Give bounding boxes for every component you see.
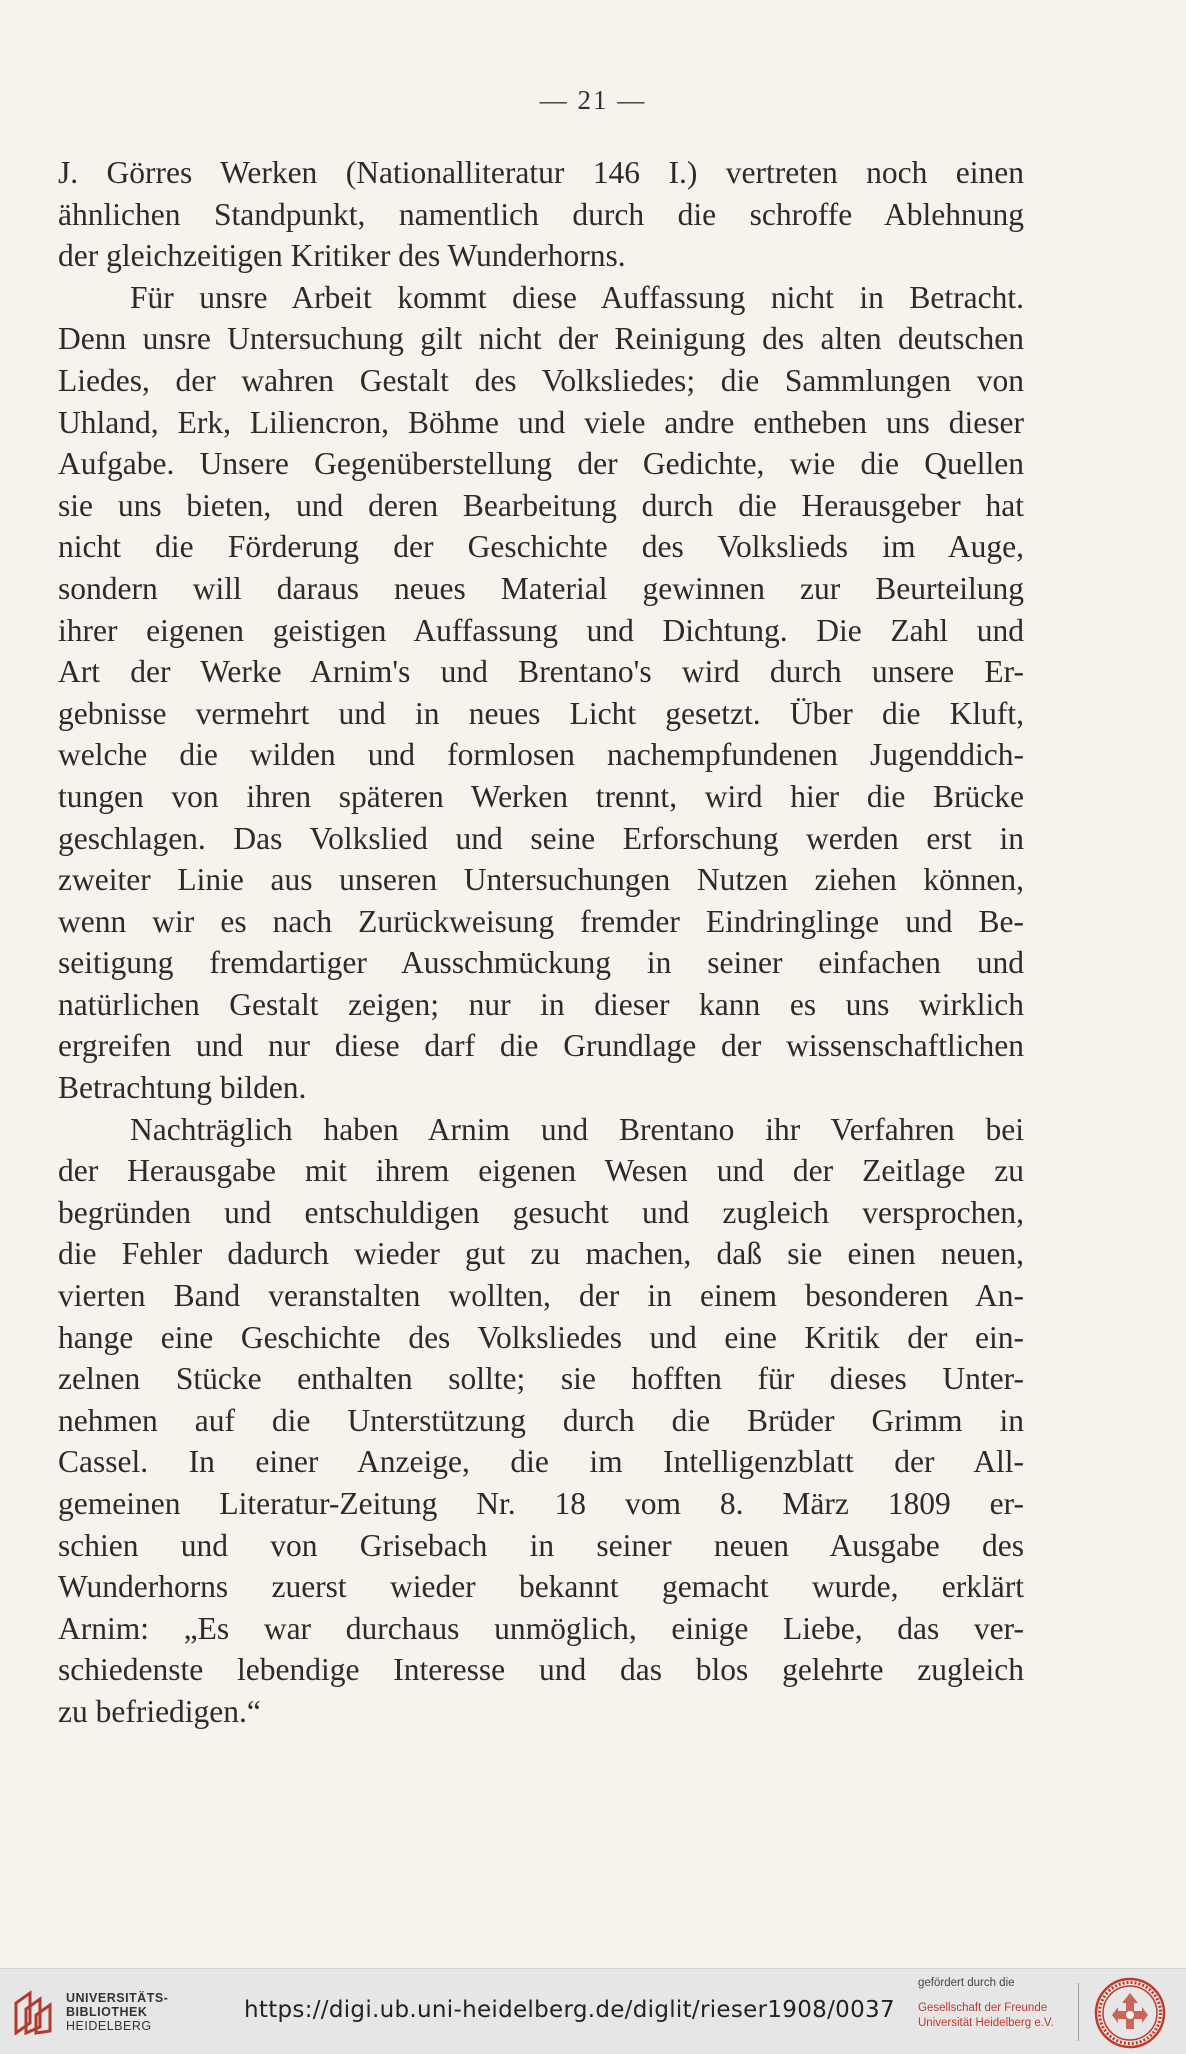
text-line: J. Görres Werken (Nationalliteratur 146 I.) vertreten noch einen [58,155,1024,190]
text-line: natürlichen Gestalt zeigen; nur in dieser kann es uns wirklich [58,986,1024,1022]
text-line: ihrer eigenen geistigen Auffassung und Dichtung. Die Zahl und [58,612,1024,648]
text-line: schien und von Grisebach in seiner neuen Ausgabe des [58,1527,1024,1563]
text-line: geschlagen. Das Volkslied und seine Erforschung werden erst in [58,820,1024,856]
library-name [66,1991,168,2033]
library-name-line3: HEIDELBERG [66,2019,152,2033]
text-line: Cassel. In einer Anzeige, die im Intelligenzblatt der All- [58,1444,1024,1480]
permalink-url[interactable]: https://digi.ub.uni-heidelberg.de/diglit/rieser1908/0037 [244,1997,895,2023]
text-line: der gleichzeitigen Kritiker des Wunderhorns. [58,238,626,274]
sponsor-org-line1: Gesellschaft der Freunde [918,2002,1048,2014]
text-line: begründen und entschuldigen gesucht und zugleich versprochen, [58,1194,1024,1230]
text-line: gemeinen Literatur-Zeitung Nr. 18 vom 8. März 1809 er- [58,1486,1024,1521]
text-line: sie uns bieten, und deren Bearbeitung durch die Herausgeber hat [58,487,1024,523]
text-line: Nachträglich haben Arnim und Brentano ihr Verfahren bei [130,1111,1024,1147]
text-line: tungen von ihren späteren Werken trennt, wird hier die Brücke [58,778,1024,814]
text-line: ergreifen und nur diese darf die Grundlage der wissenschaftlichen [58,1028,1024,1064]
sponsor-org-line2: Universität Heidelberg e.V. [918,2017,1054,2029]
text-line: zelnen Stücke enthalten sollte; sie hofften für dieses Unter- [58,1361,1024,1397]
text-line: Betrachtung bilden. [58,1070,307,1106]
text-line: gebnisse vermehrt und in neues Licht gesetzt. Über die Kluft, [58,695,1024,731]
university-seal-icon [1094,1977,1166,2049]
text-line: hange eine Geschichte des Volksliedes und eine Kritik der ein- [58,1319,1024,1355]
page-number: — 21 — [539,85,647,115]
text-line: Uhland, Erk, Liliencron, Böhme und viele andre entheben uns dieser [58,404,1024,440]
library-name-line1: UNIVERSITÄTS- [66,1991,169,2005]
text-line: Arnim: „Es war durchaus unmöglich, einige Liebe, das ver- [58,1610,1024,1646]
body-text [58,152,1024,1733]
text-line: vierten Band veranstalten wollten, der in einem besonderen An- [58,1278,1024,1314]
text-line: Liedes, der wahren Gestalt des Volksliedes; die Sammlungen von [58,362,1024,398]
library-name-line2: BIBLIOTHEK [66,2005,148,2019]
text-line: ähnlichen Standpunkt, namentlich durch die schroffe Ablehnung [58,196,1024,232]
text-line: Art der Werke Arnim's und Brentano's wird durch unsere Er- [58,654,1024,690]
text-line: wenn wir es nach Zurückweisung fremder Eindringlinge und Be- [58,903,1024,939]
text-line: Für unsre Arbeit kommt diese Auffassung nicht in Betracht. [130,279,1024,315]
text-line: Wunderhorns zuerst wieder bekannt gemacht wurde, erklärt [58,1569,1024,1605]
text-line: nehmen auf die Unterstützung durch die Brüder Grimm in [58,1402,1024,1438]
text-line: Denn unsre Untersuchung gilt nicht der Reinigung des alten deutschen [58,321,1024,357]
text-line: die Fehler dadurch wieder gut zu machen, daß sie einen neuen, [58,1236,1024,1272]
text-line: sondern will daraus neues Material gewinnen zur Beurteilung [58,570,1024,606]
text-line: der Herausgabe mit ihrem eigenen Wesen und der Zeitlage zu [58,1153,1024,1189]
text-line: zu befriedigen.“ [58,1693,261,1729]
text-line: schiedenste lebendige Interesse und das blos gelehrte zugleich [58,1652,1024,1688]
text-line: Aufgabe. Unsere Gegenüberstellung der Gedichte, wie die Quellen [58,446,1024,482]
text-line: seitigung fremdartiger Ausschmückung in seiner einfachen und [58,945,1024,981]
text-line: zweiter Linie aus unseren Untersuchungen Nutzen ziehen können, [58,862,1024,898]
text-line: nicht die Förderung der Geschichte des Volkslieds im Auge, [58,529,1024,565]
footer-bar [0,1968,1186,2054]
text-line: welche die wilden und formlosen nachempfundenen Jugenddich- [58,737,1024,773]
sponsor-divider [1078,1983,1079,2041]
sponsor-credit [918,1977,1068,2031]
sponsor-label: gefördert durch die [918,1977,1015,1989]
library-logo-icon [12,1989,56,2035]
